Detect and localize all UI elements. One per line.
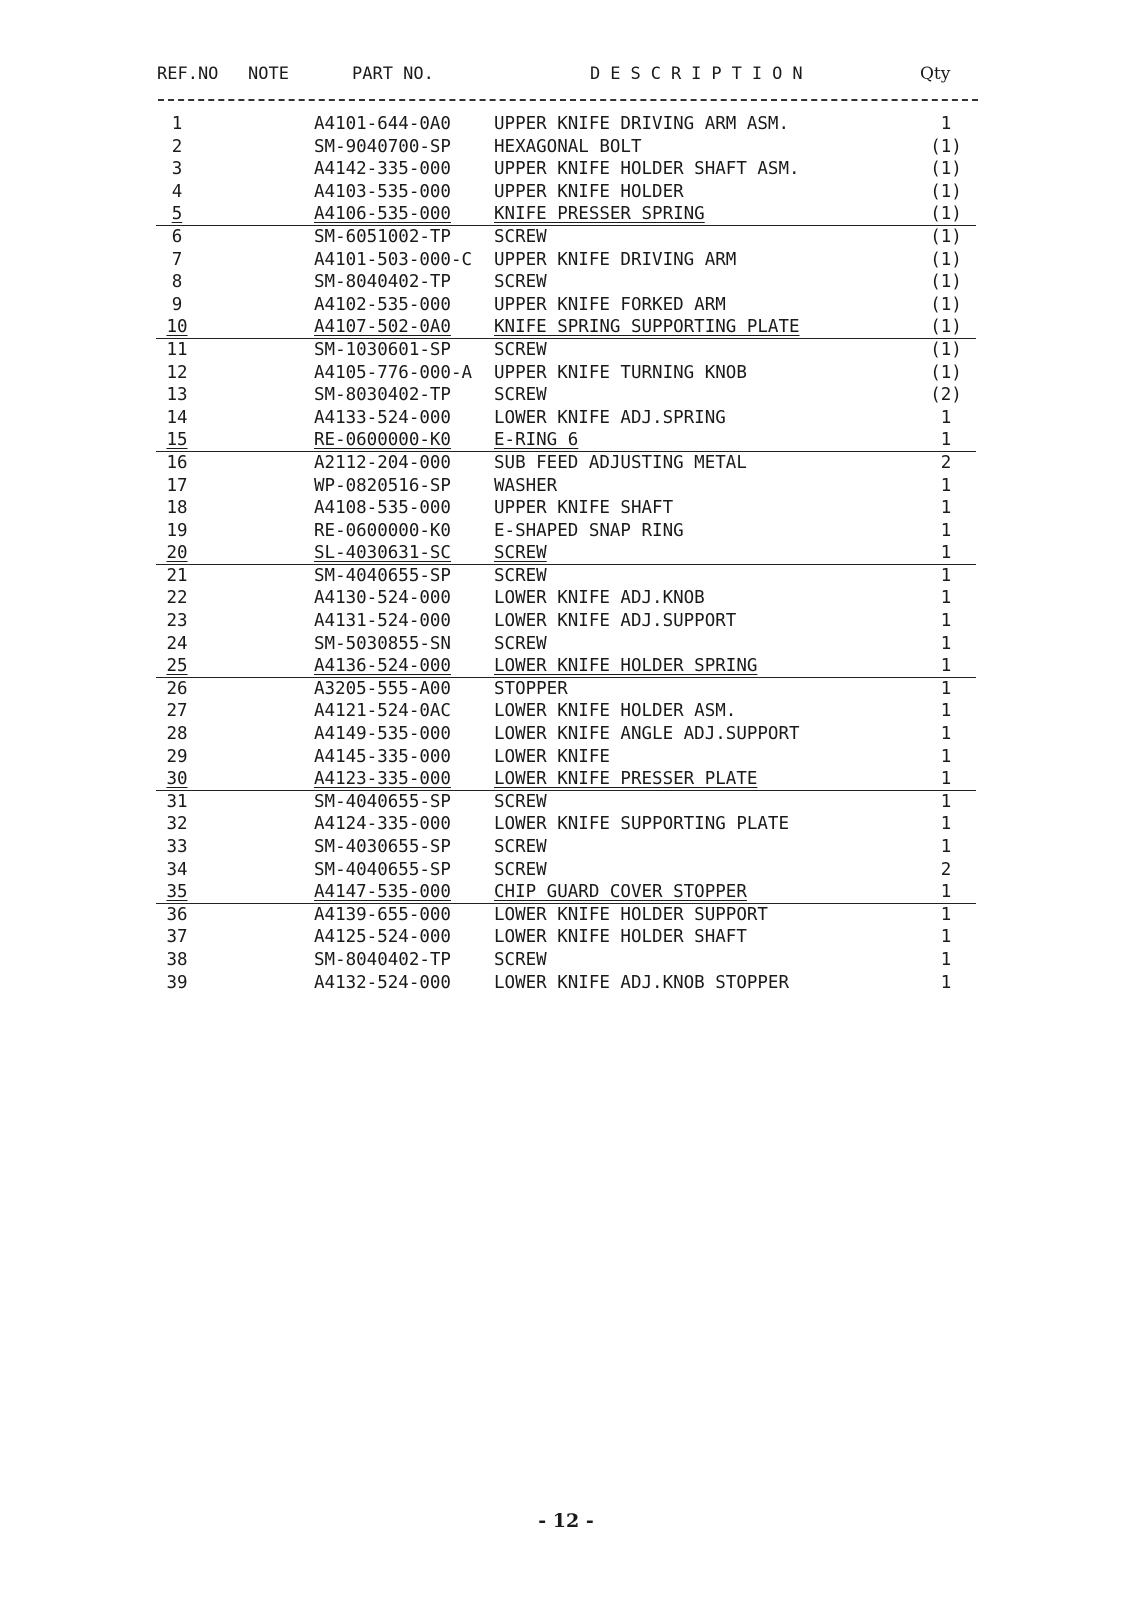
ref-no-cell: 8: [171, 272, 183, 293]
parts-table-body: [0, 113, 1132, 994]
description-cell: KNIFE PRESSER SPRING: [494, 204, 705, 225]
description-cell: SCREW: [494, 543, 547, 564]
table-row: [0, 316, 1132, 339]
ref-no-cell: 15: [166, 430, 188, 451]
table-row: [0, 881, 1132, 904]
qty-cell: 1: [940, 588, 952, 609]
part-no-cell: A4133-524-000: [314, 407, 451, 428]
qty-cell: (1): [930, 272, 962, 293]
qty-cell: 1: [940, 972, 952, 993]
qty-cell: 1: [940, 611, 952, 632]
ref-no-cell: 39: [166, 972, 188, 993]
table-row: [0, 678, 1132, 701]
ref-no-cell: 29: [166, 746, 188, 767]
qty-cell: 1: [940, 791, 952, 812]
description-cell: SCREW: [494, 837, 547, 857]
table-row: [0, 587, 1132, 610]
description-cell: LOWER KNIFE HOLDER ASM.: [494, 701, 737, 722]
description-cell: KNIFE SPRING SUPPORTING PLATE: [494, 317, 800, 338]
table-row: [0, 926, 1132, 949]
description-cell: UPPER KNIFE FORKED ARM: [494, 294, 726, 315]
header-note: NOTE: [248, 64, 289, 84]
qty-cell: 2: [940, 859, 952, 880]
qty-cell: (1): [930, 249, 962, 270]
table-row: [0, 362, 1132, 385]
part-no-cell: A4123-335-000: [314, 769, 451, 790]
description-cell: SCREW: [494, 791, 547, 812]
table-row: [0, 384, 1132, 407]
qty-cell: 1: [940, 114, 952, 134]
qty-cell: 1: [940, 949, 952, 970]
table-row: [0, 723, 1132, 746]
page-number: - 12 -: [538, 1510, 594, 1532]
description-cell: E-RING 6: [494, 430, 579, 451]
part-no-cell: A4136-524-000: [314, 656, 451, 677]
ref-no-cell: 32: [166, 814, 188, 835]
table-row: [0, 429, 1132, 452]
table-row: [0, 746, 1132, 769]
part-no-cell: A2112-204-000: [314, 452, 451, 473]
description-cell: LOWER KNIFE: [494, 746, 610, 767]
ref-no-cell: 24: [166, 633, 188, 654]
part-no-cell: A4103-535-000: [314, 181, 451, 202]
description-cell: LOWER KNIFE ADJ.SUPPORT: [494, 611, 737, 632]
part-no-cell: A4121-524-0AC: [314, 701, 451, 722]
part-no-cell: SM-1030601-SP: [314, 339, 451, 360]
table-row: [0, 565, 1132, 588]
description-cell: SCREW: [494, 859, 547, 880]
part-no-cell: RE-0600000-K0: [314, 430, 451, 451]
table-row: [0, 407, 1132, 430]
table-row: [0, 768, 1132, 791]
ref-no-cell: 17: [166, 475, 188, 496]
qty-cell: (1): [930, 294, 962, 315]
description-cell: SCREW: [494, 272, 547, 293]
ref-no-cell: 34: [166, 859, 188, 880]
ref-no-cell: 9: [171, 294, 183, 315]
qty-cell: 1: [940, 565, 952, 586]
ref-no-cell: 7: [171, 249, 183, 270]
header-ref-no: REF.NO: [157, 64, 219, 84]
header-qty: Qty: [920, 64, 951, 84]
part-no-cell: SM-8030402-TP: [314, 385, 451, 406]
table-row: [0, 633, 1132, 656]
part-no-cell: SM-4040655-SP: [314, 859, 451, 880]
ref-no-cell: 28: [166, 724, 188, 745]
qty-cell: (1): [930, 226, 962, 247]
description-cell: SCREW: [494, 565, 547, 586]
ref-no-cell: 4: [171, 181, 183, 202]
table-row: [0, 271, 1132, 294]
table-row: [0, 836, 1132, 859]
ref-no-cell: 3: [171, 159, 183, 180]
ref-no-cell: 38: [166, 949, 188, 970]
description-cell: CHIP GUARD COVER STOPPER: [494, 882, 747, 903]
part-no-cell: SM-9040700-SP: [314, 136, 451, 157]
qty-cell: 1: [940, 814, 952, 835]
qty-cell: (1): [930, 181, 962, 202]
part-no-cell: A4145-335-000: [314, 746, 451, 767]
ref-no-cell: 31: [166, 791, 188, 812]
table-row: [0, 452, 1132, 475]
description-cell: SCREW: [494, 385, 547, 406]
table-row: [0, 339, 1132, 362]
part-no-cell: A4149-535-000: [314, 724, 451, 745]
table-row: [0, 610, 1132, 633]
ref-no-cell: 6: [171, 226, 183, 247]
qty-cell: (2): [930, 385, 962, 406]
part-no-cell: A4107-502-0A0: [314, 317, 451, 338]
part-no-cell: A4139-655-000: [314, 904, 451, 925]
part-no-cell: SM-4030655-SP: [314, 837, 451, 857]
ref-no-cell: 30: [166, 769, 188, 790]
table-row: [0, 655, 1132, 678]
part-no-cell: SM-6051002-TP: [314, 226, 451, 247]
qty-cell: 2: [940, 452, 952, 473]
table-row: [0, 949, 1132, 972]
part-no-cell: A4106-535-000: [314, 204, 451, 225]
ref-no-cell: 20: [166, 543, 188, 564]
ref-no-cell: 25: [166, 656, 188, 677]
qty-cell: 1: [940, 678, 952, 699]
table-row: [0, 497, 1132, 520]
ref-no-cell: 16: [166, 452, 188, 473]
table-row: [0, 113, 1132, 136]
description-cell: UPPER KNIFE TURNING KNOB: [494, 362, 747, 383]
qty-cell: 1: [940, 633, 952, 654]
table-row: [0, 859, 1132, 882]
ref-no-cell: 10: [166, 317, 188, 338]
qty-cell: 1: [940, 407, 952, 428]
ref-no-cell: 13: [166, 385, 188, 406]
table-row: [0, 904, 1132, 927]
part-no-cell: A4142-335-000: [314, 159, 451, 180]
ref-no-cell: 11: [166, 339, 188, 360]
part-no-cell: A4105-776-000-A: [314, 362, 473, 383]
ref-no-cell: 1: [171, 114, 183, 134]
header-divider: [158, 99, 978, 101]
ref-no-cell: 14: [166, 407, 188, 428]
table-row: [0, 294, 1132, 317]
part-no-cell: A4131-524-000: [314, 611, 451, 632]
part-no-cell: A4130-524-000: [314, 588, 451, 609]
ref-no-cell: 2: [171, 136, 183, 157]
part-no-cell: SL-4030631-SC: [314, 543, 451, 564]
table-row: [0, 181, 1132, 204]
ref-no-cell: 26: [166, 678, 188, 699]
ref-no-cell: 36: [166, 904, 188, 925]
table-row: [0, 542, 1132, 565]
table-row: [0, 972, 1132, 995]
qty-cell: 1: [940, 701, 952, 722]
part-no-cell: SM-8040402-TP: [314, 949, 451, 970]
description-cell: UPPER KNIFE SHAFT: [494, 498, 674, 519]
description-cell: SCREW: [494, 633, 547, 654]
qty-cell: (1): [930, 204, 962, 225]
description-cell: LOWER KNIFE HOLDER SPRING: [494, 656, 758, 677]
part-no-cell: A4102-535-000: [314, 294, 451, 315]
description-cell: LOWER KNIFE HOLDER SUPPORT: [494, 904, 768, 925]
qty-cell: 1: [940, 430, 952, 451]
description-cell: UPPER KNIFE DRIVING ARM ASM.: [494, 114, 790, 134]
description-cell: SCREW: [494, 949, 547, 970]
qty-cell: 1: [940, 746, 952, 767]
ref-no-cell: 19: [166, 520, 188, 541]
description-cell: LOWER KNIFE SUPPORTING PLATE: [494, 814, 790, 835]
table-row: [0, 136, 1132, 159]
qty-cell: 1: [940, 904, 952, 925]
table-row: [0, 475, 1132, 498]
header-description: DESCRIPTION: [590, 64, 813, 84]
table-row: [0, 226, 1132, 249]
ref-no-cell: 22: [166, 588, 188, 609]
description-cell: UPPER KNIFE DRIVING ARM: [494, 249, 737, 270]
qty-cell: 1: [940, 543, 952, 564]
part-no-cell: SM-5030855-SN: [314, 633, 451, 654]
part-no-cell: RE-0600000-K0: [314, 520, 451, 541]
part-no-cell: A4101-644-0A0: [314, 114, 451, 134]
qty-cell: (1): [930, 136, 962, 157]
qty-cell: (1): [930, 159, 962, 180]
part-no-cell: A4132-524-000: [314, 972, 451, 993]
qty-cell: 1: [940, 837, 952, 857]
qty-cell: 1: [940, 498, 952, 519]
ref-no-cell: 33: [166, 837, 188, 857]
description-cell: SUB FEED ADJUSTING METAL: [494, 452, 747, 473]
ref-no-cell: 12: [166, 362, 188, 383]
table-row: [0, 158, 1132, 181]
part-no-cell: WP-0820516-SP: [314, 475, 451, 496]
qty-cell: 1: [940, 656, 952, 677]
table-row: [0, 813, 1132, 836]
description-cell: SCREW: [494, 339, 547, 360]
description-cell: LOWER KNIFE ADJ.KNOB: [494, 588, 705, 609]
part-no-cell: A4108-535-000: [314, 498, 451, 519]
qty-cell: 1: [940, 882, 952, 903]
table-header: [0, 64, 1132, 90]
part-no-cell: A4124-335-000: [314, 814, 451, 835]
qty-cell: 1: [940, 520, 952, 541]
description-cell: HEXAGONAL BOLT: [494, 136, 642, 157]
part-no-cell: A4147-535-000: [314, 882, 451, 903]
description-cell: STOPPER: [494, 678, 568, 699]
table-row: [0, 203, 1132, 226]
ref-no-cell: 35: [166, 882, 188, 903]
qty-cell: 1: [940, 724, 952, 745]
description-cell: UPPER KNIFE HOLDER SHAFT ASM.: [494, 159, 800, 180]
part-no-cell: A4125-524-000: [314, 927, 451, 948]
description-cell: LOWER KNIFE ADJ.SPRING: [494, 407, 726, 428]
ref-no-cell: 21: [166, 565, 188, 586]
qty-cell: (1): [930, 339, 962, 360]
table-row: [0, 791, 1132, 814]
description-cell: LOWER KNIFE ADJ.KNOB STOPPER: [494, 972, 790, 993]
qty-cell: 1: [940, 927, 952, 948]
part-no-cell: A4101-503-000-C: [314, 249, 473, 270]
description-cell: LOWER KNIFE HOLDER SHAFT: [494, 927, 747, 948]
description-cell: LOWER KNIFE ANGLE ADJ.SUPPORT: [494, 724, 800, 745]
part-no-cell: SM-8040402-TP: [314, 272, 451, 293]
qty-cell: 1: [940, 769, 952, 790]
description-cell: WASHER: [494, 475, 558, 496]
ref-no-cell: 18: [166, 498, 188, 519]
ref-no-cell: 37: [166, 927, 188, 948]
part-no-cell: SM-4040655-SP: [314, 791, 451, 812]
description-cell: UPPER KNIFE HOLDER: [494, 181, 684, 202]
part-no-cell: SM-4040655-SP: [314, 565, 451, 586]
header-part-no: PART NO.: [352, 64, 434, 84]
qty-cell: (1): [930, 317, 962, 338]
ref-no-cell: 27: [166, 701, 188, 722]
ref-no-cell: 23: [166, 611, 188, 632]
description-cell: SCREW: [494, 226, 547, 247]
description-cell: LOWER KNIFE PRESSER PLATE: [494, 769, 758, 790]
part-no-cell: A3205-555-A00: [314, 678, 451, 699]
ref-no-cell: 5: [171, 204, 183, 225]
table-row: [0, 249, 1132, 272]
qty-cell: 1: [940, 475, 952, 496]
description-cell: E-SHAPED SNAP RING: [494, 520, 684, 541]
table-row: [0, 520, 1132, 543]
qty-cell: (1): [930, 362, 962, 383]
table-row: [0, 700, 1132, 723]
